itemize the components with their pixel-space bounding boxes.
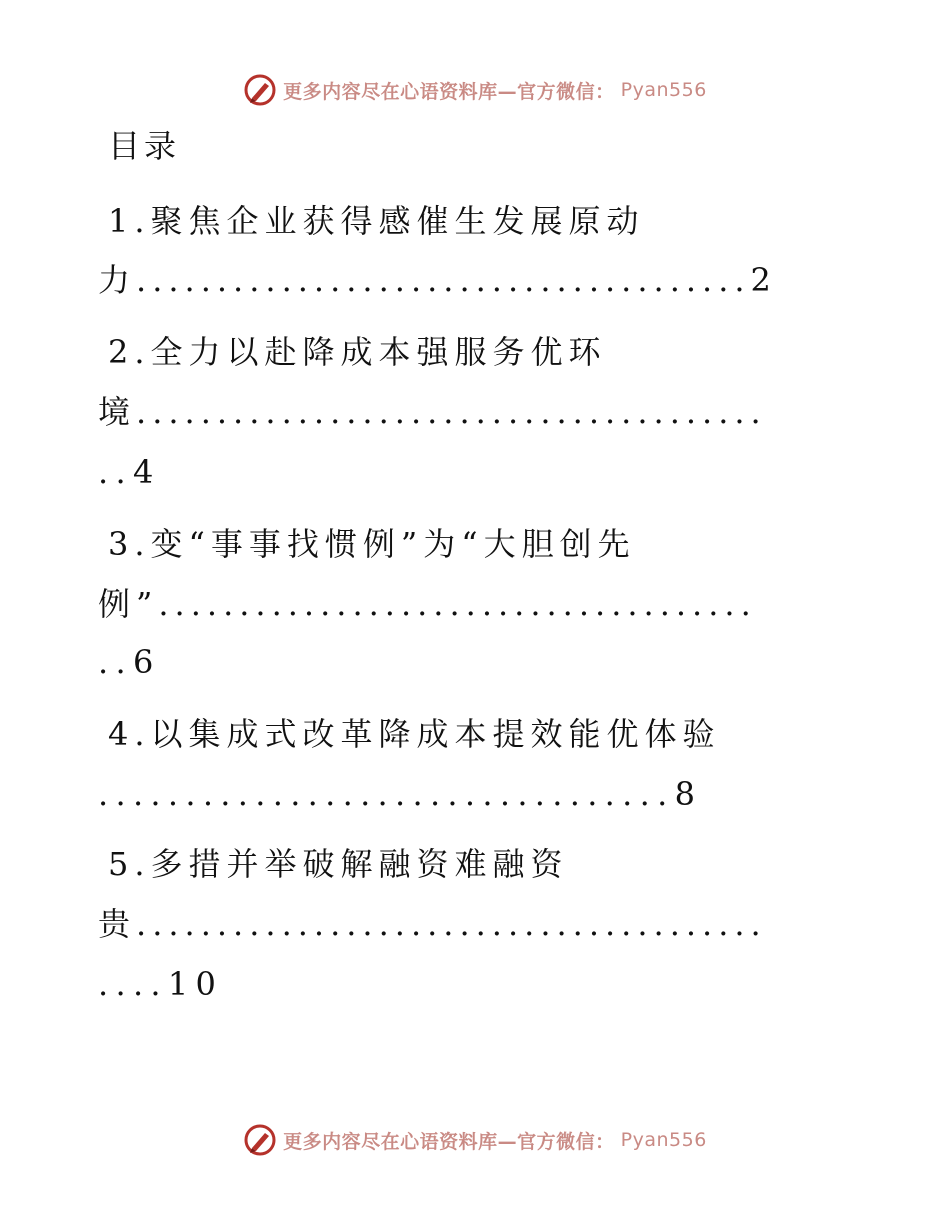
toc-entry-2-dots: ....................................... [136, 393, 767, 431]
toc-entry-4-leader[interactable] [98, 770, 702, 818]
toc-entry-3-page: 6 [132, 643, 161, 681]
footer-watermark [0, 1120, 950, 1160]
toc-entry-1-title[interactable]: 1.聚焦企业获得感催生发展原动 [108, 202, 645, 240]
toc-entry-2-title[interactable]: 2.全力以赴降成本强服务优环 [108, 333, 607, 371]
toc-entry-5-leader-end[interactable] [98, 960, 223, 1008]
watermark-wechat-id: Pyan556 [620, 79, 707, 101]
toc-entry-5-title[interactable]: 5.多措并举破解融资难融资 [108, 845, 569, 883]
toc-entry-3-leader-end[interactable] [98, 638, 161, 686]
toc-entry-1-leader[interactable] [98, 256, 777, 304]
watermark-text: 更多内容尽在心语资料库—官方微信： [283, 1130, 615, 1153]
toc-entry-2-leader[interactable] [98, 388, 767, 436]
toc-entry-2-cont: 境 [98, 393, 137, 431]
pen-logo-icon [243, 1123, 277, 1157]
toc-entry-3-cont: 例” [98, 585, 159, 623]
toc-entry-4-page: 8 [674, 775, 703, 813]
toc-entry-2-leader-end[interactable] [98, 448, 161, 496]
toc-heading: 目录 [108, 127, 181, 165]
toc-entry-1-cont: 力 [98, 261, 137, 299]
toc-entry-3-dots-end: .. [98, 643, 133, 681]
toc-entry-4-title[interactable]: 4.以集成式改革降成本提效能优体验 [108, 715, 721, 753]
toc-entry-5-dots-end: .... [98, 965, 168, 1003]
toc-entry-5-dots: ....................................... [136, 905, 767, 943]
toc-entry-4-dots: ................................. [98, 775, 675, 813]
toc-entry-2-page: 4 [132, 453, 161, 491]
toc-entry-3-title[interactable]: 3.变“事事找惯例”为“大胆创先 [108, 525, 636, 563]
toc-entry-5-leader[interactable] [98, 900, 767, 948]
toc-entry-3-leader[interactable] [98, 580, 757, 628]
toc-entry-1-page: 2 [750, 261, 777, 299]
toc-entry-1-dots: ...................................... [136, 261, 751, 299]
watermark-text: 更多内容尽在心语资料库—官方微信： [283, 80, 615, 103]
toc-entry-3-dots: ..................................... [158, 585, 757, 623]
toc-entry-5-page: 10 [167, 965, 224, 1003]
pen-logo-icon [243, 73, 277, 107]
toc-entry-5-cont: 贵 [98, 905, 137, 943]
header-watermark [0, 70, 950, 110]
toc-entry-2-dots-end: .. [98, 453, 133, 491]
watermark-wechat-id: Pyan556 [620, 1129, 707, 1151]
